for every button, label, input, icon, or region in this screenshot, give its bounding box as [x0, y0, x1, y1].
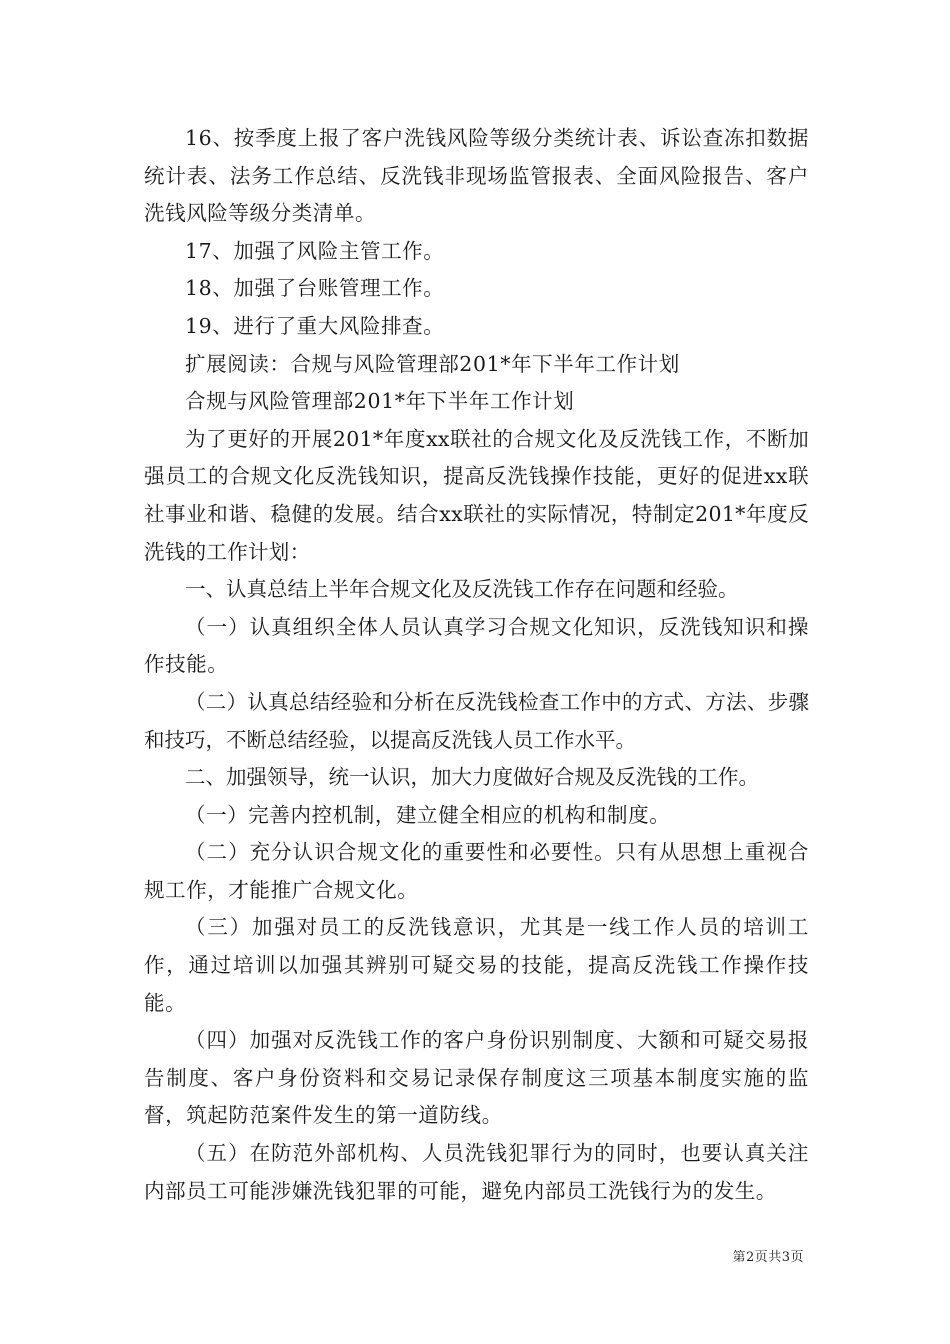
paragraph-item-19: 19、进行了重大风险排查。 — [185, 313, 445, 338]
paragraph-item-16: 16、按季度上报了客户洗钱风险等级分类统计表、诉讼查冻扣数据统计表、法务工作总结、反洗钱非现场监管报表、全面风险报告、客户洗钱风险等级分类清单。 — [144, 126, 809, 226]
section-two-item-2: （二）充分认识合规文化的重要性和必要性。只有从思想上重视合规工作，才能推广合规文化。 — [144, 840, 809, 902]
section-two-item-1: （一）完善内控机制，建立健全相应的机构和制度。 — [185, 802, 671, 827]
plan-intro-paragraph: 为了更好的开展201*年度xx联社的合规文化及反洗钱工作，不断加强员工的合规文化反洗钱知识，提高反洗钱操作技能，更好的促进xx联社事业和谐、稳健的发展。结合xx联社的实际情况，特制定201*年度反洗钱的工作计划： — [144, 426, 809, 564]
section-two-item-3: （三）加强对员工的反洗钱意识，尤其是一线工作人员的培训工作，通过培训以加强其辨别可疑交易的技能，提高反洗钱工作操作技能。 — [144, 915, 809, 1015]
paragraph-item-17: 17、加强了风险主管工作。 — [185, 238, 445, 263]
extended-reading-heading: 扩展阅读：合规与风险管理部201*年下半年工作计划 — [185, 351, 680, 376]
paragraph-item-18: 18、加强了台账管理工作。 — [185, 276, 445, 301]
document-body — [144, 120, 809, 1210]
plan-title: 合规与风险管理部201*年下半年工作计划 — [185, 389, 575, 414]
section-one-item-1: （一）认真组织全体人员认真学习合规文化知识，反洗钱知识和操作技能。 — [144, 614, 809, 677]
section-one-item-2: （二）认真总结经验和分析在反洗钱检查工作中的方式、方法、步骤和技巧，不断总结经验，以提高反洗钱人员工作水平。 — [144, 689, 809, 752]
section-one-heading: 一、认真总结上半年合规文化及反洗钱工作存在问题和经验。 — [185, 577, 739, 602]
section-two-item-4: （四）加强对反洗钱工作的客户身份识别制度、大额和可疑交易报告制度、客户身份资料和交易记录保存制度这三项基本制度实施的监督，筑起防范案件发生的第一道防线。 — [144, 1028, 809, 1128]
section-two-item-5: （五）在防范外部机构、人员洗钱犯罪行为的同时，也要认真关注内部员工可能涉嫌洗钱犯罪的可能，避免内部员工洗钱行为的发生。 — [144, 1141, 809, 1203]
page-number: 第2页共3页 — [732, 1250, 804, 1265]
section-two-heading: 二、加强领导，统一认识，加大力度做好合规及反洗钱的工作。 — [185, 765, 759, 790]
